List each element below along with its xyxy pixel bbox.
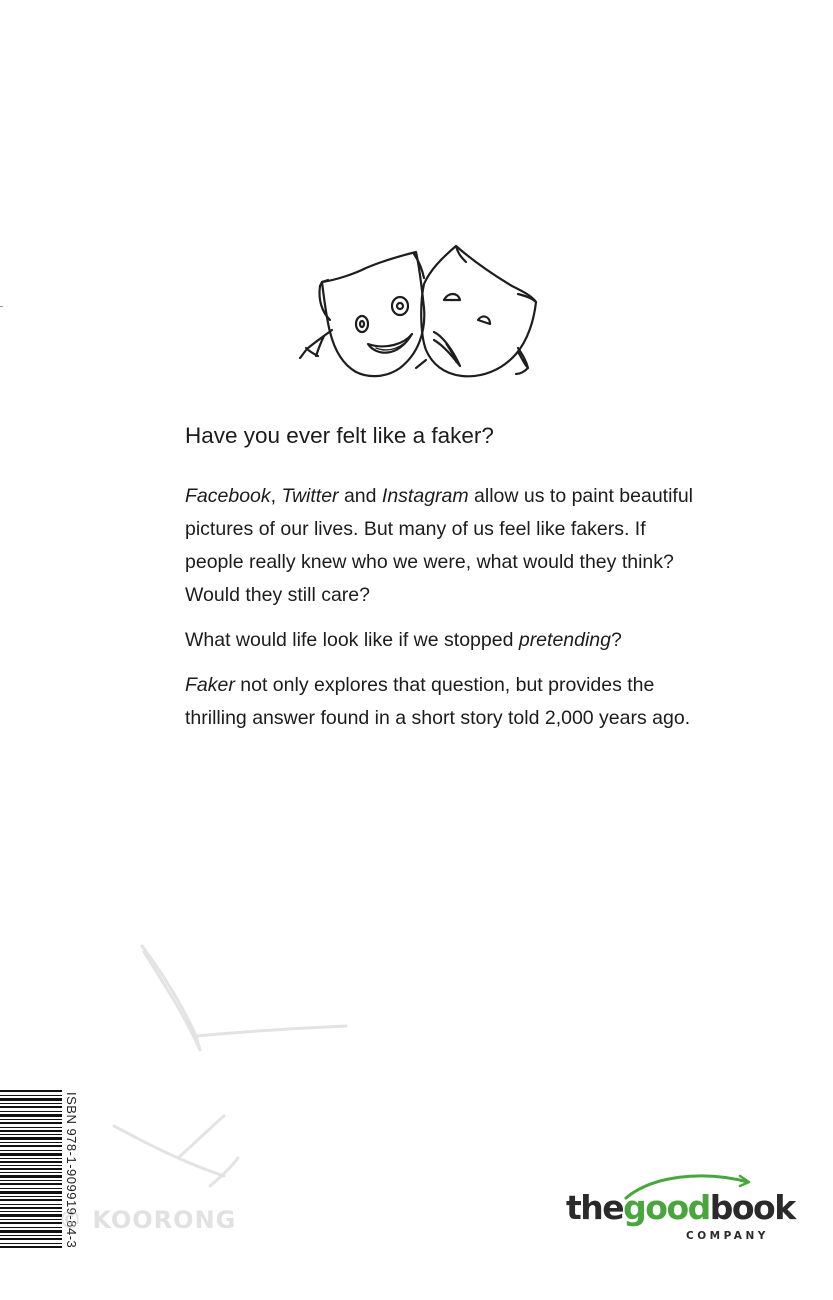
- watermark: © KOORONG: [58, 1206, 237, 1234]
- paragraph-1-text: allow us to paint beautiful pictures of our lives. But many of us feel like fakers. If people really knew who we were, what would they think? Would they still care?: [185, 485, 694, 606]
- back-cover-copy: [185, 420, 705, 747]
- logo-subtitle: COMPANY: [686, 1230, 769, 1242]
- logo-word-good: good: [623, 1188, 710, 1227]
- isbn-label: [63, 1092, 81, 1262]
- social-network-name: Facebook: [185, 485, 271, 507]
- isbn-text: ISBN 978-1-909919-84-3: [64, 1092, 79, 1249]
- publisher-logo: [562, 1172, 795, 1252]
- paragraph-1: [185, 480, 705, 612]
- social-network-name: Instagram: [381, 485, 469, 507]
- logo-wordmark: [566, 1188, 795, 1227]
- logo-word-the: the: [566, 1188, 624, 1227]
- headline: Have you ever felt like a faker?: [185, 423, 494, 448]
- paragraph-2-tail: ?: [611, 629, 622, 651]
- emphasis: pretending: [518, 629, 612, 651]
- page-edge-mark: [0, 306, 3, 307]
- paragraph-3-text: not only explores that question, but provides the thrilling answer found in a short story told 2,000 years ago.: [185, 674, 691, 729]
- paragraph-3: [185, 669, 705, 735]
- separator: ,: [270, 485, 282, 507]
- social-network-name: Twitter: [281, 485, 339, 507]
- paragraph-2-text: What would life look like if we stopped: [185, 629, 519, 651]
- theatre-masks-illustration: [296, 240, 542, 382]
- logo-word-book: book: [709, 1188, 795, 1227]
- book-title: Faker: [185, 674, 235, 696]
- paragraph-2: [185, 624, 705, 657]
- faint-bird-decoration: [100, 930, 370, 1190]
- barcode: [0, 1090, 62, 1250]
- separator: and: [338, 485, 382, 507]
